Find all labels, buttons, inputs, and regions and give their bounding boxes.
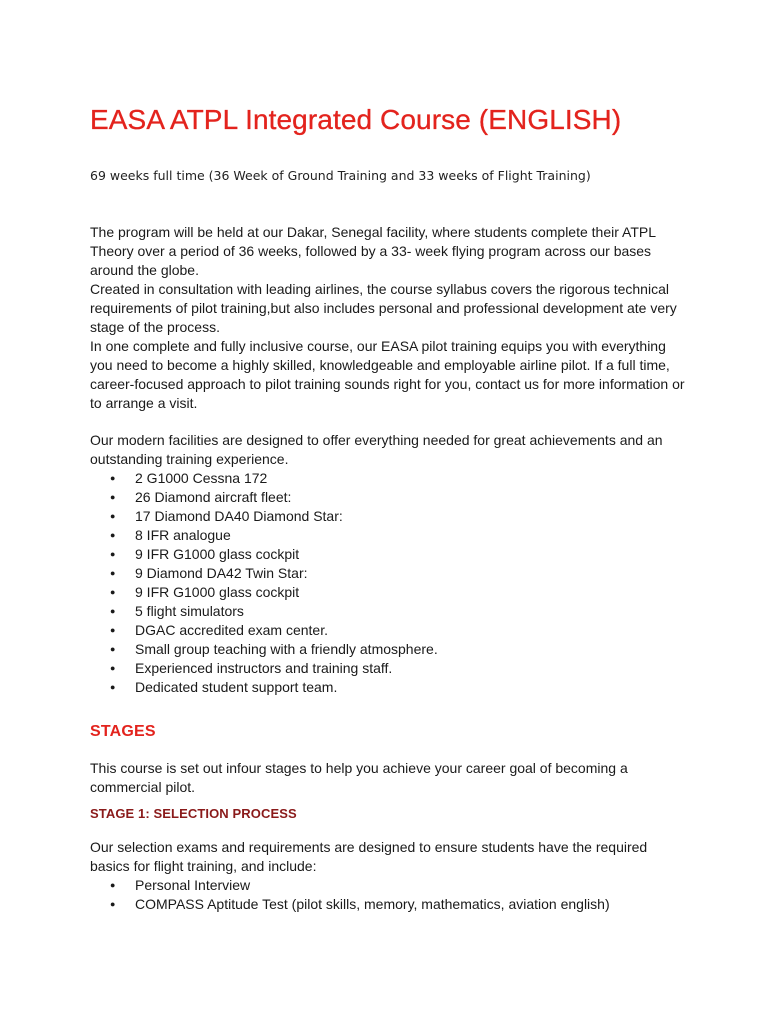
list-item: ● COMPASS Aptitude Test (pilot skills, memory, mathematics, aviation english) [90, 895, 690, 914]
selection-requirements-list [90, 876, 690, 914]
intro-line: around the globe. [90, 262, 199, 278]
course-duration: 69 weeks full time (36 Week of Ground Training and 33 weeks of Flight Training) [90, 168, 591, 183]
list-item: ● 2 G1000 Cessna 172 [90, 469, 690, 488]
list-item: ● 9 Diamond DA42 Twin Star: [90, 564, 690, 583]
intro-line: The program will be held at our Dakar, Senegal facility, where students complete their ATPL [90, 224, 656, 240]
facilities-list [90, 469, 690, 697]
intro-line: In one complete and fully inclusive course, our EASA pilot training equips you with everything [90, 338, 666, 354]
stage1-heading: STAGE 1: SELECTION PROCESS [90, 806, 297, 821]
intro-line: requirements of pilot training,but also includes personal and professional development ate very [90, 300, 677, 316]
facilities-line: Our modern facilities are designed to offer everything needed for great achievements and an [90, 432, 663, 448]
intro-line: to arrange a visit. [90, 395, 198, 411]
list-item: ● 8 IFR analogue [90, 526, 690, 545]
intro-line: Created in consultation with leading airlines, the course syllabus covers the rigorous technical [90, 281, 669, 297]
list-item: ● Dedicated student support team. [90, 678, 690, 697]
stage1-intro-line: basics for flight training, and include: [90, 858, 317, 874]
stage1-intro-line: Our selection exams and requirements are designed to ensure students have the required [90, 839, 648, 855]
stages-intro [90, 759, 690, 797]
intro-line: stage of the process. [90, 319, 220, 335]
list-item: ● 26 Diamond aircraft fleet: [90, 488, 690, 507]
list-item: ● 17 Diamond DA40 Diamond Star: [90, 507, 690, 526]
list-item: ● Personal Interview [90, 876, 690, 895]
course-description [90, 223, 690, 697]
stages-intro-line: This course is set out infour stages to help you achieve your career goal of becoming a [90, 760, 628, 776]
list-item: ● 9 IFR G1000 glass cockpit [90, 583, 690, 602]
facilities-line: outstanding training experience. [90, 451, 289, 467]
list-item: ● Small group teaching with a friendly atmosphere. [90, 640, 690, 659]
paragraph-spacer [90, 413, 690, 431]
stages-heading: STAGES [90, 723, 156, 740]
intro-line: you need to become a highly skilled, knowledgeable and employable airline pilot. If a full time, [90, 357, 670, 373]
list-item: ● 9 IFR G1000 glass cockpit [90, 545, 690, 564]
list-item: ● 5 flight simulators [90, 602, 690, 621]
list-item: ● DGAC accredited exam center. [90, 621, 690, 640]
intro-line: career-focused approach to pilot training sounds right for you, contact us for more information or [90, 376, 685, 392]
stages-intro-line: commercial pilot. [90, 779, 196, 795]
intro-line: Theory over a period of 36 weeks, followed by a 33- week flying program across our bases [90, 243, 652, 259]
stage1-content [90, 838, 690, 914]
document-title: EASA ATPL Integrated Course (ENGLISH) [90, 104, 622, 135]
list-item: ● Experienced instructors and training staff. [90, 659, 690, 678]
